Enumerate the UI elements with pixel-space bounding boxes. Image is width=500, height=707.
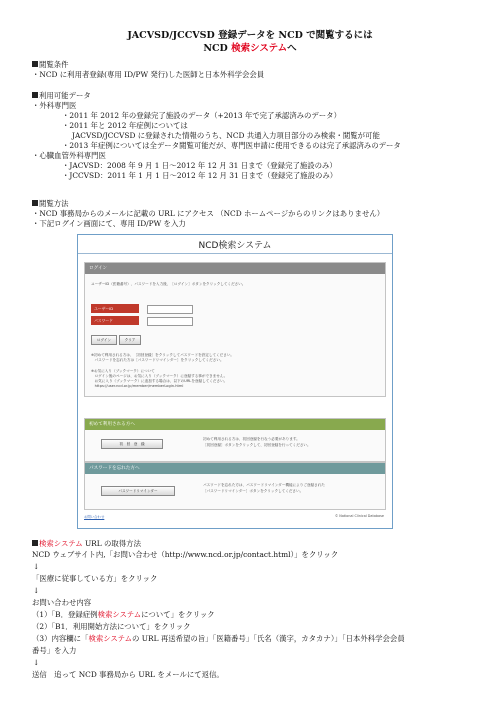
- note-line: パスワードを忘れた方は［パスワードリマインダー］をクリックしてください。: [91, 358, 224, 362]
- section-heading-url: [32, 539, 141, 549]
- section-heading-data: [32, 91, 91, 101]
- first-time-desc: 初めて利用される方は、初回登録を行なう必要があります。: [203, 437, 300, 441]
- login-panel: [84, 262, 386, 397]
- square-bullet-icon: [32, 61, 38, 67]
- data-line: ・2011 年と 2012 年症例については: [62, 121, 188, 130]
- screenshot-footer: [84, 514, 384, 519]
- login-button[interactable]: ログイン: [91, 335, 117, 345]
- password-label: パスワード: [91, 316, 139, 325]
- url-step-line: お問い合わせ内容: [32, 598, 92, 607]
- password-reminder-button[interactable]: パスワードリマインダー: [101, 486, 175, 496]
- data-line: ・JACVSD：2008 年 9 月 1 日〜2012 年 12 月 31 日まで（登録完了施設のみ）: [62, 161, 337, 170]
- copyright: © National Clinical Database: [334, 514, 384, 518]
- data-line: ・JCCVSD：2011 年 1 月 1 日〜2012 年 12 月 31 日まで（登録完了施設のみ）: [62, 171, 338, 180]
- conditions-line: ・NCD に利用者登録(専用 ID/PW 発行)した医師と日本外科学会会員: [32, 70, 265, 79]
- square-bullet-icon: [32, 200, 38, 206]
- url-step-line: 送信 追って NCD 事務局から URL をメールにて返信。: [32, 670, 224, 679]
- section-heading-conditions: [32, 60, 69, 70]
- method-line: ・下記ログイン画面にて、専用 ID/PW を入力: [32, 219, 186, 228]
- section-heading-method: [32, 199, 69, 209]
- text: の URL 再送希望の旨」「医籍番号」「氏名（漢字，カタカナ）」「日本外科学会会員: [132, 634, 405, 643]
- note-line: ※お気に入り（ブックマーク）について: [91, 369, 155, 373]
- user-id-label: ユーザーID: [91, 304, 139, 313]
- contact-link[interactable]: お問い合わせ: [84, 515, 105, 519]
- data-line: ・心臓血管外科専門医: [32, 151, 106, 160]
- screenshot-title: NCD検索システム: [198, 241, 272, 251]
- down-arrow-icon: ↓: [33, 562, 40, 571]
- bookmark-url[interactable]: https://user.ncd.or.jp/member/memberLogin.html: [91, 384, 184, 388]
- url-step-line: 「医療に従事している方」をクリック: [32, 574, 158, 583]
- first-time-panel: [84, 418, 386, 462]
- title-prefix: NCD: [203, 43, 232, 54]
- heading-text: 閲覧方法: [39, 199, 69, 208]
- doc-title-line2: [0, 43, 500, 55]
- password-input[interactable]: [147, 317, 193, 326]
- method-line: ・NCD 事務局からのメールに記載の URL にアクセス （NCD ホームページからのリンクはありません）: [32, 209, 385, 218]
- highlight: 検索システム: [88, 634, 133, 643]
- user-id-input[interactable]: [147, 305, 193, 314]
- data-line: ・2013 年症例については全データ閲覧可能だが、専門医申請に使用できるのは完了承認済みのデータ: [62, 141, 401, 150]
- data-line: JACVSD/JCCVSD に登録された情報のうち、NCD 共通入力項目部分のみ検索・閲覧が可能: [72, 131, 380, 140]
- forgot-password-header: パスワードを忘れた方へ: [85, 463, 385, 474]
- title-suffix: へ: [287, 43, 297, 54]
- heading-highlight: 検索システム: [39, 539, 83, 548]
- square-bullet-icon: [32, 92, 38, 98]
- forgot-desc: パスワードを忘れた方は、パスワードリマインダー機能によりご登録された: [203, 483, 325, 487]
- url-step-line: [32, 610, 215, 620]
- url-step-line: 番号」を入力: [32, 646, 77, 655]
- forgot-password-panel: [84, 462, 386, 510]
- url-step-line: [32, 634, 405, 644]
- first-time-header: 初めて利用される方へ: [85, 419, 385, 430]
- highlight: 検索システム: [97, 610, 142, 619]
- heading-text: URL の取得方法: [82, 539, 141, 548]
- note-line: ※初めて利用される方は、［初回登録］をクリックしてパスワードを設定してください。: [91, 353, 235, 357]
- down-arrow-icon: ↓: [33, 586, 40, 595]
- forgot-desc: ［パスワードリマインダー］ボタンをクリックしてください。: [203, 489, 304, 493]
- data-line: ・2011 年 2012 年の登録完了施設のデータ（+2013 年で完了承認済みのデータ）: [62, 111, 341, 120]
- first-registration-button[interactable]: 初 回 登 録: [101, 439, 163, 449]
- login-description: ユーザーID（医籍番号）、パスワードを入力後、［ログイン］ボタンをクリックしてください。: [91, 282, 246, 286]
- login-screenshot: [77, 234, 393, 529]
- square-bullet-icon: [32, 540, 38, 546]
- login-panel-header: ログイン: [85, 263, 385, 274]
- text: について」をクリック: [141, 610, 215, 619]
- title-highlight: 検索システム: [231, 43, 288, 54]
- heading-text: 利用可能データ: [39, 91, 91, 100]
- text: （1）「B．登録症例: [32, 610, 98, 619]
- data-line: ・外科専門医: [32, 101, 77, 110]
- url-step-line: NCD ウェブサイト内,「お問い合わせ（http://www.ncd.or.jp/contact.html）」をクリック: [32, 550, 339, 559]
- url-step-line: （2）「B1．利用開始方法について」をクリック: [32, 622, 191, 631]
- divider: [78, 253, 392, 254]
- note-line: ログイン後のページは、お気に入り（ブックマーク）に登録する事ができません。: [91, 374, 228, 378]
- down-arrow-icon: ↓: [33, 658, 40, 667]
- heading-text: 閲覧条件: [39, 60, 69, 69]
- first-time-desc: ［初回登録］ボタンをクリックして、初回登録を行ってください。: [203, 443, 311, 447]
- note-line: お気に入り（ブックマーク）に追加する場合は、以下のURLを登録してください。: [91, 379, 228, 383]
- doc-title-line1: JACVSD/JCCVSD 登録データを NCD で閲覧するには: [127, 30, 373, 41]
- text: （3）内容欄に「: [32, 634, 89, 643]
- clear-button[interactable]: クリア: [119, 335, 141, 345]
